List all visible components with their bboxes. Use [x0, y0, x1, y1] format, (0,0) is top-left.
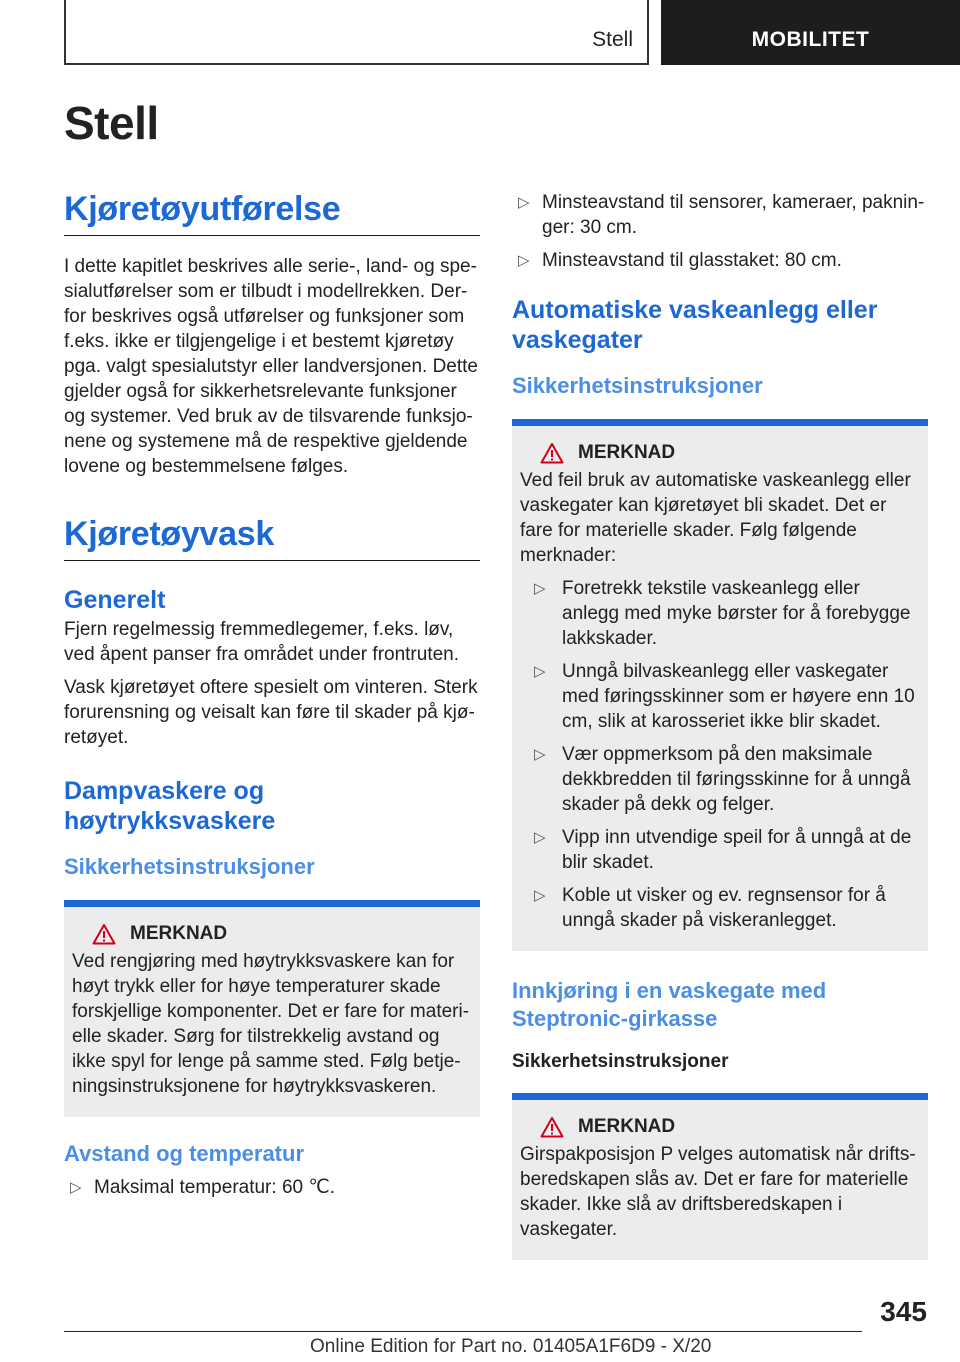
note-list — [520, 576, 920, 933]
triangle-bullet-icon: ▷ — [534, 746, 546, 763]
heading-safety-instructions-small: Sikkerhetsinstruksjoner — [512, 1051, 729, 1072]
left-column — [64, 190, 480, 1200]
triangle-bullet-icon: ▷ — [534, 663, 546, 680]
paragraph-general-2: Vask kjøretøyet oftere spesielt om vinteren. Sterk forurensning og veisalt kan føre til skader på kjøretøyet. — [64, 677, 478, 748]
list-item: ▷ Minsteavstand til sensorer, kameraer, pakninger: 30 cm. — [518, 192, 925, 238]
triangle-bullet-icon: ▷ — [534, 580, 546, 597]
list-item: ▷ Unngå bilvaskeanlegg eller vaskegater med føringsskinner som er høyere enn 10 cm, slik at karosseriet ikke blir skadet. — [534, 661, 915, 732]
triangle-bullet-icon: ▷ — [534, 887, 546, 904]
warning-triangle-icon — [540, 442, 564, 464]
header-section-box — [64, 0, 649, 65]
list-item: ▷ Maksimal temperatur: 60 ℃. — [70, 1177, 335, 1198]
header-chapter-title: MOBILITET — [751, 28, 870, 51]
warning-triangle-icon — [540, 1116, 564, 1138]
triangle-bullet-icon: ▷ — [518, 194, 530, 211]
paragraph-general-1: Fjern regelmessig fremmedlegemer, f.eks. løv, ved åpent panser fra området under frontruten. — [64, 619, 460, 665]
note-text: Ved rengjøring med høytrykksvaskere kan for høyt trykk eller for høye temperaturer skade forskjellige komponenter. Det er fare for materielle skader. Sørg for tilstrekkelig avstand og ikke spyl for lenge på samme sted. Følg betjeningsinstruksjonene for høytrykksvaskeren. — [72, 951, 470, 1097]
list-item: ▷ Vipp inn utvendige speil for å unngå at de blir skadet. — [534, 827, 912, 873]
header-section-title: Stell — [592, 28, 633, 51]
heading-steptronic: Innkjøring i en vaskegate med Steptronic-girkasse — [512, 978, 827, 1031]
note-title: MERKNAD — [130, 923, 228, 944]
heading-automatic-wash: Automatiske vaskeanlegg eller vaskegater — [512, 296, 878, 354]
heading-distance-temperature: Avstand og temperatur — [64, 1141, 305, 1166]
note-box-pressure-washer — [64, 900, 480, 1117]
heading-safety-instructions: Sikkerhetsinstruksjoner — [64, 854, 315, 879]
note-text: Ved feil bruk av automatiske vaskeanlegg eller vaskegater kan kjøretøyet bli skadet. Det er fare for materielle skader. Følg følgende merknader: — [520, 470, 911, 566]
heading-steam-cleaners: Dampvaskere og høytrykksvaskere — [64, 777, 276, 835]
footer-edition: Online Edition for Part no. 01405A1F6D9 - X/20 — [310, 1336, 712, 1357]
list-item: ▷ Vær oppmerksom på den maksimale dekkbredden til føringsskinne for å unngå skader på dekk og felger. — [534, 744, 911, 815]
note-box-steptronic — [512, 1093, 928, 1260]
heading-general: Generelt — [64, 586, 166, 614]
heading-safety-instructions: Sikkerhetsinstruksjoner — [512, 373, 763, 398]
header-chapter-box — [661, 0, 960, 65]
note-title: MERKNAD — [578, 1116, 676, 1137]
triangle-bullet-icon: ▷ — [518, 252, 530, 269]
heading-vehicle-equipment: Kjøretøyutførelse — [64, 190, 480, 236]
note-box-automatic-wash — [512, 419, 928, 951]
list-item: ▷ Koble ut visker og ev. regnsensor for å unngå skader på viskeranlegget. — [534, 885, 886, 931]
page-number: 345 — [880, 1296, 927, 1327]
note-text: Girspakposisjon P velges automatisk når driftsberedskapen slås av. Det er fare for materielle skader. Ikke slå av driftsberedskapen i vaskegater. — [520, 1144, 916, 1240]
footer-divider — [64, 1331, 862, 1332]
list-distance-left — [64, 1175, 480, 1200]
note-title: MERKNAD — [578, 442, 676, 463]
triangle-bullet-icon: ▷ — [70, 1179, 82, 1196]
list-item: ▷ Minsteavstand til glasstaket: 80 cm. — [518, 250, 842, 271]
list-distance-right — [512, 190, 928, 273]
page-title: Stell — [64, 97, 159, 149]
heading-vehicle-wash: Kjøretøyvask — [64, 515, 480, 561]
triangle-bullet-icon: ▷ — [534, 829, 546, 846]
list-item: ▷ Foretrekk tekstile vaskeanlegg eller anlegg med myke børster for å forebygge lakkskader. — [534, 578, 911, 649]
paragraph-vehicle-equipment: I dette kapitlet beskrives alle serie-, land- og spesialutførelser som er tilbudt i modellrekken. Derfor beskrives også utførelser og funksjoner som f.eks. ikke er tilgjengelige i et bestemt kjøretøy pga. valgt spesialutstyr eller landversjonen. Dette gjelder også for sikkerhetsrelevante funksjoner og systemer. Ved bruk av de tilsvarende funksjonene og systemene må de respektive gjeldende lovene og bestemmelsene følges. — [64, 256, 479, 477]
right-column — [512, 190, 928, 1260]
warning-triangle-icon — [92, 923, 116, 945]
